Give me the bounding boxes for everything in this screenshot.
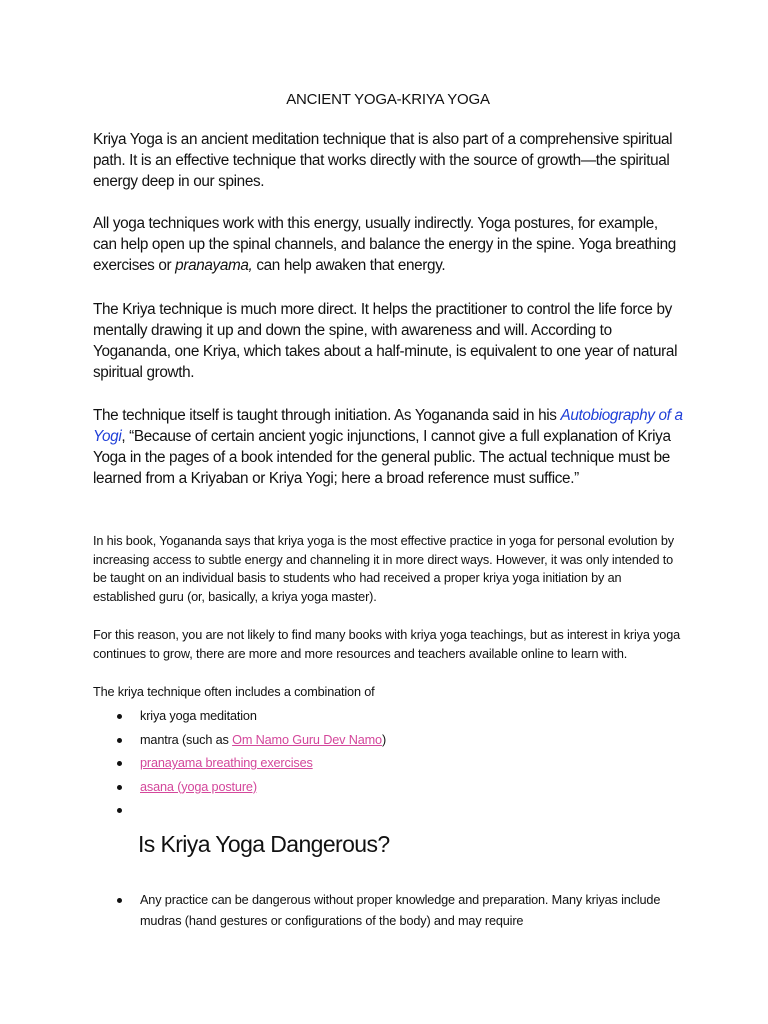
paragraph-energy: [93, 213, 683, 276]
list-item: [93, 777, 683, 801]
list-item: [93, 753, 683, 777]
paragraph-initiation-quote: , “Because of certain ancient yogic injunctions, I cannot give a full explanation of Kriya Yoga in the pages of a book intended for the general public. The actual technique must be learned from a Kriyaban or Kriya Yogi; here a broad reference must suffice.”: [93, 428, 671, 487]
paragraph-energy-text: All yoga techniques work with this energy, usually indirectly. Yoga postures, for example, can help open up the spinal channels, and balance the energy in the spine. Yoga breathing exercises or: [93, 215, 676, 274]
paragraph-combination: The kriya technique often includes a combination of: [93, 685, 375, 699]
paragraph-initiation: [93, 405, 683, 489]
danger-list: [93, 890, 683, 931]
asana-link[interactable]: asana (yoga posture): [140, 779, 257, 794]
autobiography-link[interactable]: Autobiography of a Yogi: [93, 407, 683, 445]
pranayama-link[interactable]: pranayama breathing exercises: [140, 756, 313, 770]
list-item: [93, 890, 683, 931]
paragraph-intro: Kriya Yoga is an ancient meditation technique that is also part of a comprehensive spiritual path. It is an effective technique that works directly with the source of growth—the spiritual energy deep in our spines.: [93, 131, 673, 190]
list-item-empty: [93, 800, 683, 824]
document-title: ANCIENT YOGA-KRIYA YOGA: [286, 91, 490, 108]
list-item-text: kriya yoga meditation: [140, 709, 257, 723]
paragraph-book: In his book, Yogananda says that kriya yoga is the most effective practice in yoga for personal evolution by increasing access to subtle energy and channeling it in more direct ways. However, it was only intended to be taught on an individual basis to students who had received a proper kriya yoga initiation by an established guru (or, basically, a kriya yoga master).: [93, 534, 674, 605]
list-item: [93, 730, 683, 754]
mantra-link[interactable]: Om Namo Guru Dev Namo: [232, 732, 382, 747]
list-item: [93, 706, 683, 730]
paragraph-initiation-text: The technique itself is taught through initiation. As Yogananda said in his: [93, 407, 561, 424]
technique-list: [93, 706, 683, 824]
list-item-text: mantra (such as: [140, 732, 233, 747]
pranayama-term: pranayama,: [175, 257, 253, 274]
list-item-text: ): [381, 732, 387, 747]
paragraph-reason: For this reason, you are not likely to find many books with kriya yoga teachings, but as interest in kriya yoga continues to grow, there are more and more resources and teachers available online to learn with.: [93, 628, 681, 661]
list-item-text: Any practice can be dangerous without proper knowledge and preparation. Many kriyas include mudras (hand gestures or configurations of the body) and may require: [140, 893, 661, 928]
paragraph-energy-end: can help awaken that energy.: [252, 257, 446, 274]
section-heading-dangerous: Is Kriya Yoga Dangerous?: [138, 831, 390, 857]
paragraph-technique: The Kriya technique is much more direct. It helps the practitioner to control the life force by mentally drawing it up and down the spine, with awareness and will. According to Yogananda, one Kriya, which takes about a half-minute, is equivalent to one year of natural spiritual growth.: [93, 301, 678, 381]
